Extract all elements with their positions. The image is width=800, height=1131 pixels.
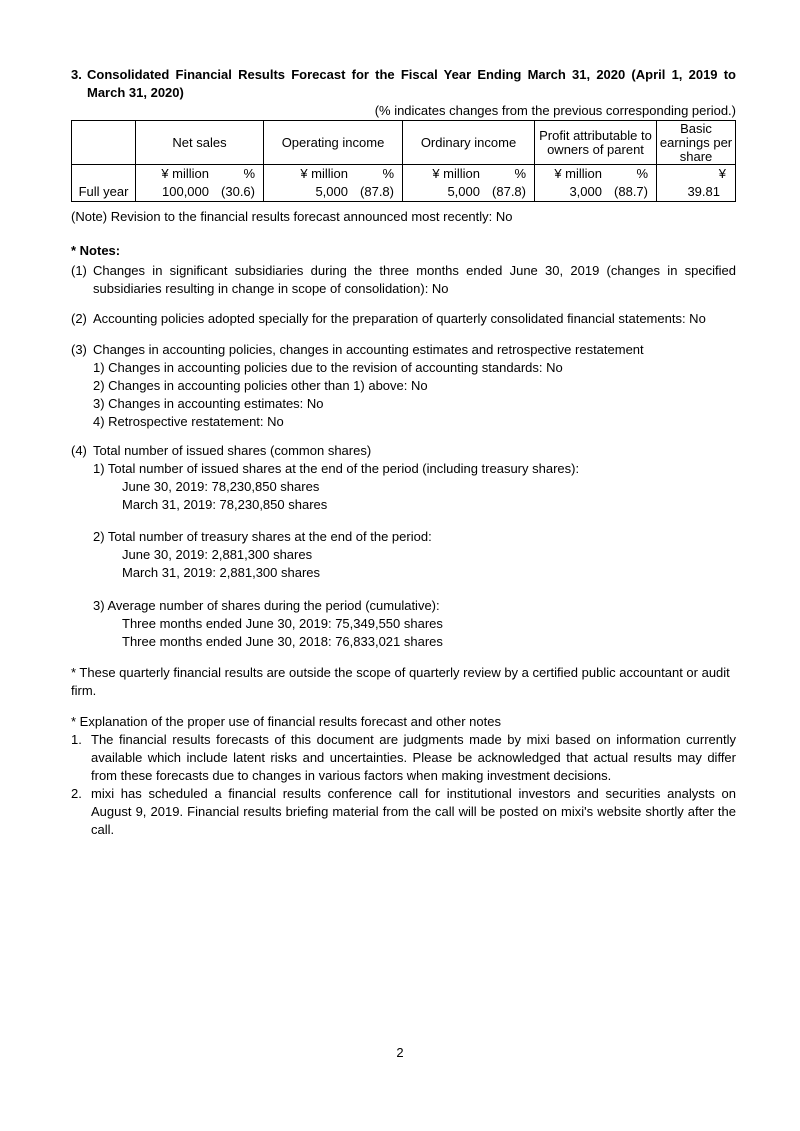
value-line (403, 183, 534, 201)
unit-line (264, 165, 402, 183)
value-line (264, 183, 402, 201)
shares-block-heading: 2) Total number of treasury shares at the end of the period: (93, 529, 432, 544)
explanation-heading: * Explanation of the proper use of financial results forecast and other notes (71, 714, 501, 729)
explanation-marker: 2. (71, 786, 82, 801)
note-subitem: 3) Changes in accounting estimates: No (93, 396, 324, 411)
page-number: 2 (396, 1045, 404, 1060)
col-header-ordinary-income: Ordinary income (403, 121, 535, 165)
shares-block-issued (93, 460, 736, 514)
section-number: 3. (71, 67, 82, 82)
explanation-text: The financial results forecasts of this document are judgments made by mixi based on information currently available which include latent risks and uncertainties. Please be acknowledged that actual results may differ from these forecasts due to changes in various factors when making investment decisions. (91, 732, 736, 783)
shares-line: March 31, 2019: 78,230,850 shares (122, 497, 328, 512)
forecast-table (71, 120, 736, 202)
unit-amount-label: ¥ million (554, 166, 602, 181)
amount-value: 5,000 (315, 184, 348, 199)
section-title: Consolidated Financial Results Forecast for the Fiscal Year Ending March 31, 2020 (April 1, 2019 to March 31, 2020) (87, 67, 736, 100)
unit-amount-label: ¥ million (300, 166, 348, 181)
note-text: Changes in accounting policies, changes in accounting estimates and retrospective restatement (93, 342, 644, 357)
unit-amount-label: ¥ million (161, 166, 209, 181)
percent-value: (30.6) (221, 184, 255, 199)
note-text: Changes in significant subsidiaries during the three months ended June 30, 2019 (changes in specified subsidiaries resulting in change in scope of consolidation): No (93, 263, 736, 296)
shares-block-average (93, 597, 736, 651)
unit-amount-label: ¥ million (432, 166, 480, 181)
section-heading (71, 66, 736, 102)
amount-value: 3,000 (569, 184, 602, 199)
explanation-marker: 1. (71, 732, 82, 747)
quarterly-review-note: * These quarterly financial results are outside the scope of quarterly review by a certified public accountant or audit firm. (71, 665, 730, 698)
percent-change-note: (% indicates changes from the previous corresponding period.) (374, 103, 736, 118)
shares-line: Three months ended June 30, 2019: 75,349,550 shares (122, 616, 443, 631)
shares-line: March 31, 2019: 2,881,300 shares (122, 565, 321, 580)
note-marker: (2) (71, 311, 87, 326)
value-line (535, 183, 656, 201)
col-header-basic-eps: Basic earnings per share (657, 121, 736, 165)
table-header-row (72, 121, 736, 165)
col-header-profit-attributable: Profit attributable to owners of parent (535, 121, 657, 165)
unit-line (403, 165, 534, 183)
shares-line: June 30, 2019: 2,881,300 shares (122, 547, 313, 562)
shares-block-heading: 1) Total number of issued shares at the end of the period (including treasury shares): (93, 461, 580, 476)
eps-unit-label: ¥ (718, 166, 726, 181)
cell-ordinary-income (403, 165, 535, 202)
explanation-item-1 (71, 731, 736, 785)
cell-operating-income (264, 165, 403, 202)
unit-percent-label: % (382, 166, 394, 181)
col-header-net-sales: Net sales (136, 121, 264, 165)
table-data-row (72, 165, 736, 202)
note-subitem: 1) Changes in accounting policies due to the revision of accounting standards: No (93, 360, 563, 375)
note-item-2 (71, 310, 736, 328)
note-marker: (3) (71, 342, 87, 357)
cell-basic-eps (657, 165, 736, 202)
note-body (93, 341, 736, 431)
unit-percent-label: % (243, 166, 255, 181)
note-subitem: 4) Retrospective restatement: No (93, 414, 284, 429)
note-text: Total number of issued shares (common shares) (93, 443, 372, 458)
eps-value: 39.81 (687, 184, 720, 199)
note-text: Accounting policies adopted specially for the preparation of quarterly consolidated financial statements: No (93, 311, 706, 326)
unit-percent-label: % (514, 166, 526, 181)
unit-percent-label: % (636, 166, 648, 181)
percent-value: (87.8) (360, 184, 394, 199)
shares-block-heading: 3) Average number of shares during the period (cumulative): (93, 598, 440, 613)
percent-value: (88.7) (614, 184, 648, 199)
note-subitem: 2) Changes in accounting policies other than 1) above: No (93, 378, 428, 393)
value-line (136, 183, 263, 201)
shares-line: Three months ended June 30, 2018: 76,833,021 shares (122, 634, 443, 649)
notes-heading: * Notes: (71, 243, 121, 258)
note-item-4 (71, 442, 736, 651)
table-corner-cell (72, 121, 136, 165)
note-marker: (4) (71, 443, 87, 458)
table-revision-note: (Note) Revision to the financial results forecast announced most recently: No (71, 209, 513, 224)
note-item-1 (71, 262, 736, 298)
explanation-item-2 (71, 785, 736, 839)
explanation-text: mixi has scheduled a financial results conference call for institutional investors and securities analysts on August 9, 2019. Financial results briefing material from the call will be posted on mixi's website shortly after the call. (91, 786, 736, 837)
document-content (71, 66, 736, 839)
amount-value: 5,000 (447, 184, 480, 199)
row-header-full-year: Full year (72, 165, 136, 202)
cell-profit-attributable (535, 165, 657, 202)
percent-value: (87.8) (492, 184, 526, 199)
col-header-operating-income: Operating income (264, 121, 403, 165)
note-item-3 (71, 341, 736, 431)
shares-block-treasury (93, 528, 736, 582)
amount-value: 100,000 (162, 184, 209, 199)
note-marker: (1) (71, 263, 87, 278)
note-body (93, 442, 736, 651)
unit-line (535, 165, 656, 183)
shares-line: June 30, 2019: 78,230,850 shares (122, 479, 320, 494)
unit-line (136, 165, 263, 183)
cell-net-sales (136, 165, 264, 202)
